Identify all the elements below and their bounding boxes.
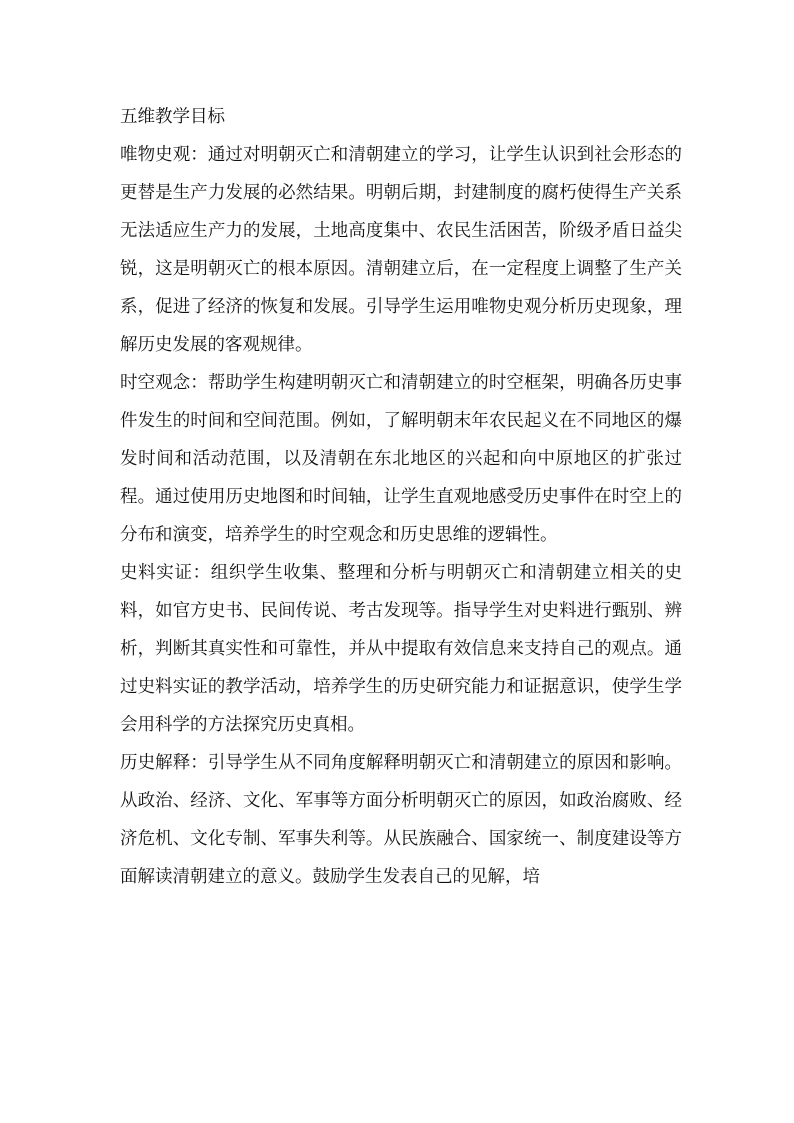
paragraph-interpretation (120, 744, 682, 896)
paragraph-text: 引导学生从不同角度解释明朝灭亡和清朝建立的原因和影响。从政治、经济、文化、军事等方面分析明朝灭亡的原因，如政治腐败、经济危机、文化专制、军事失利等。从民族融合、国家统一、制度建设等方面解读清朝建立的意义。鼓励学生发表自己的见解，培 (120, 753, 683, 887)
paragraph-text: 帮助学生构建明朝灭亡和清朝建立的时空框架，明确各历史事件发生的时间和空间范围。例如，了解明朝末年农民起义在不同地区的爆发时间和活动范围，以及清朝在东北地区的兴起和向中原地区的扩张过程。通过使用历史地图和时间轴，让学生直观地感受历史事件在时空上的分布和演变，培养学生的时空观念和历史思维的逻辑性。 (120, 373, 683, 545)
paragraph-label: 时空观念： (120, 373, 208, 393)
paragraph-label: 唯物史观： (120, 145, 208, 165)
document-page (120, 98, 682, 896)
paragraph-label: 史料实证： (120, 563, 211, 583)
paragraph-spacetime (120, 364, 682, 554)
paragraph-materialism (120, 136, 682, 364)
document-heading: 五维教学目标 (120, 107, 225, 127)
paragraph-text: 通过对明朝灭亡和清朝建立的学习，让学生认识到社会形态的更替是生产力发展的必然结果。明朝后期，封建制度的腐朽使得生产关系无法适应生产力的发展，土地高度集中、农民生活困苦，阶级矛盾日益尖锐，这是明朝灭亡的根本原因。清朝建立后，在一定程度上调整了生产关系，促进了经济的恢复和发展。引导学生运用唯物史观分析历史现象，理解历史发展的客观规律。 (120, 145, 683, 355)
paragraph-text: 组织学生收集、整理和分析与明朝灭亡和清朝建立相关的史料，如官方史书、民间传说、考古发现等。指导学生对史料进行甄别、辨析，判断其真实性和可靠性，并从中提取有效信息来支持自己的观点。通过史料实证的教学活动，培养学生的历史研究能力和证据意识，使学生学会用科学的方法探究历史真相。 (120, 563, 682, 735)
paragraph-evidence (120, 554, 682, 744)
paragraph-label: 历史解释： (120, 753, 208, 773)
